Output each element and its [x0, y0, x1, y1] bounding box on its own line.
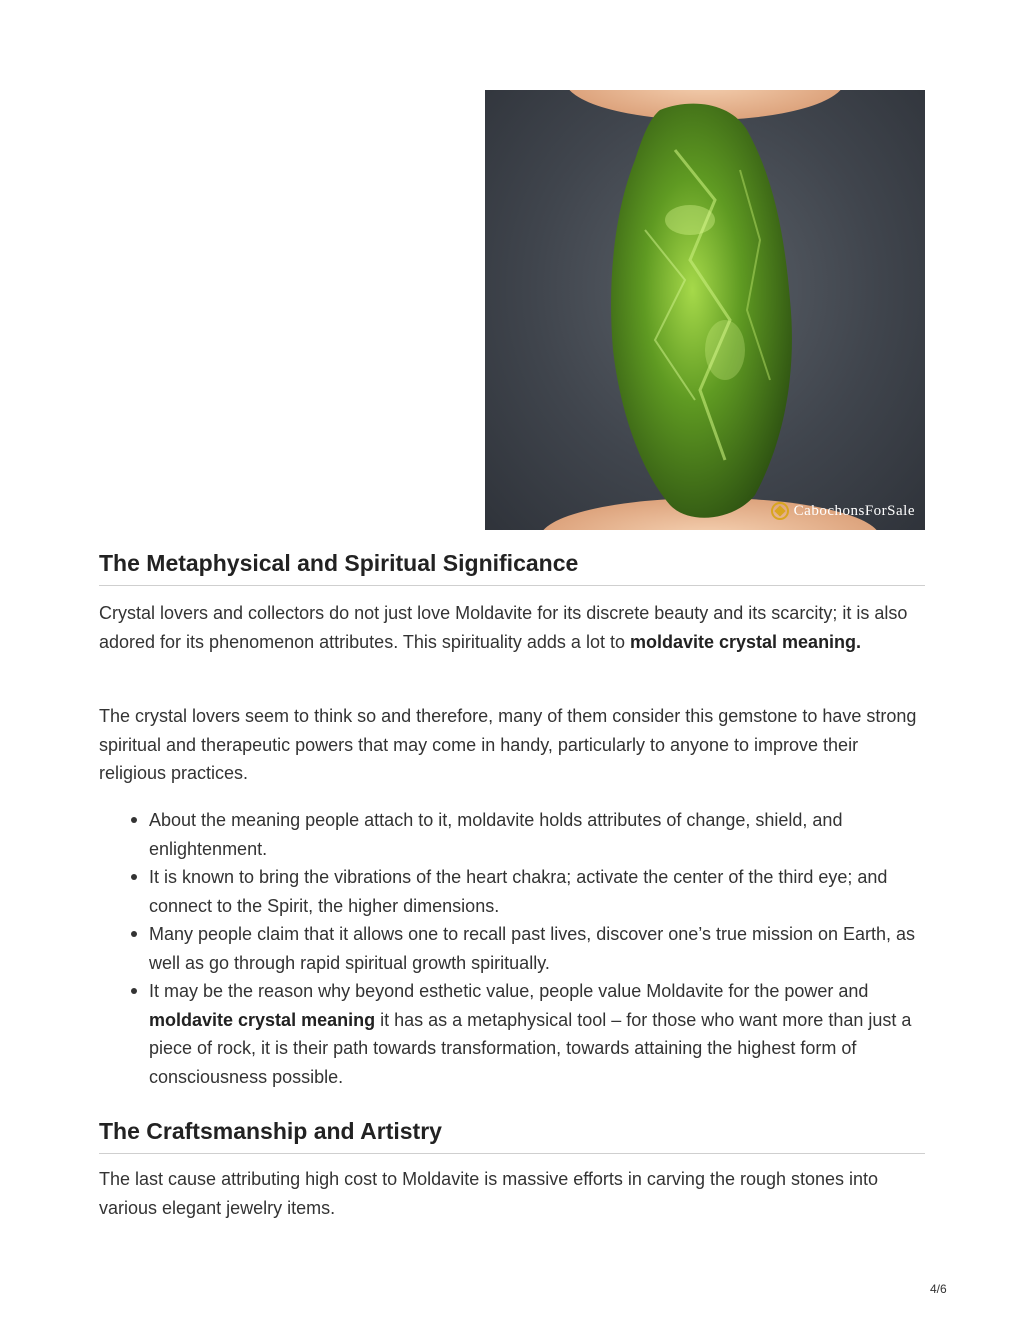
moldavite-photo: [485, 90, 925, 530]
paragraph-text: The last cause attributing high cost to Moldavite is massive efforts in carving the rough stones into various elegant jewelry items.: [99, 1169, 879, 1218]
section-heading: The Craftsmanship and Artistry: [99, 1118, 925, 1154]
list-item: Many people claim that it allows one to recall past lives, discover one’s true mission on Earth, as well as go through rapid spiritual growth spiritually.: [149, 920, 925, 977]
paragraph-powers: [99, 702, 925, 788]
list-item-text: it has as a metaphysical tool – for those who want more than just a piece of rock, it is their path towards transformation, towards attaining the highest form of consciousness possible.: [149, 1009, 912, 1087]
list-item: About the meaning people attach to it, moldavite holds attributes of change, shield, and enlightenment.: [149, 806, 925, 863]
paragraph-text: Crystal lovers and collectors do not just love Moldavite for its discrete beauty and its scarcity; it is also adored for its phenomenon attributes. This spirituality adds a lot to: [99, 603, 908, 652]
bold-keyword: moldavite crystal meaning: [149, 1009, 376, 1030]
bullet-list: [99, 806, 925, 1091]
section-metaphysical: [99, 550, 925, 586]
watermark-text: CabochonsForSale: [793, 502, 915, 519]
logo-gem-icon: [771, 502, 789, 520]
section-craftsmanship: [99, 1118, 925, 1154]
bold-keyword: moldavite crystal meaning.: [629, 631, 862, 652]
paragraph-intro: [99, 599, 925, 656]
page-number: 4/6: [930, 1282, 947, 1296]
cabochonsforsale-watermark: [771, 502, 915, 520]
paragraph-craftsmanship: [99, 1165, 925, 1222]
gem-body: [611, 104, 792, 518]
list-item-text: It may be the reason why beyond esthetic value, people value Moldavite for the power and: [149, 981, 869, 1001]
section-heading: The Metaphysical and Spiritual Significance: [99, 550, 925, 586]
paragraph-text: The crystal lovers seem to think so and therefore, many of them consider this gemstone to have strong spiritual and therapeutic powers that may come in handy, particularly to anyone to improve their religious practices.: [99, 706, 917, 783]
list-item: It is known to bring the vibrations of the heart chakra; activate the center of the third eye; and connect to the Spirit, the higher dimensions.: [149, 863, 925, 920]
list-item: [149, 977, 925, 1091]
moldavite-gem-illustration: [485, 90, 925, 530]
